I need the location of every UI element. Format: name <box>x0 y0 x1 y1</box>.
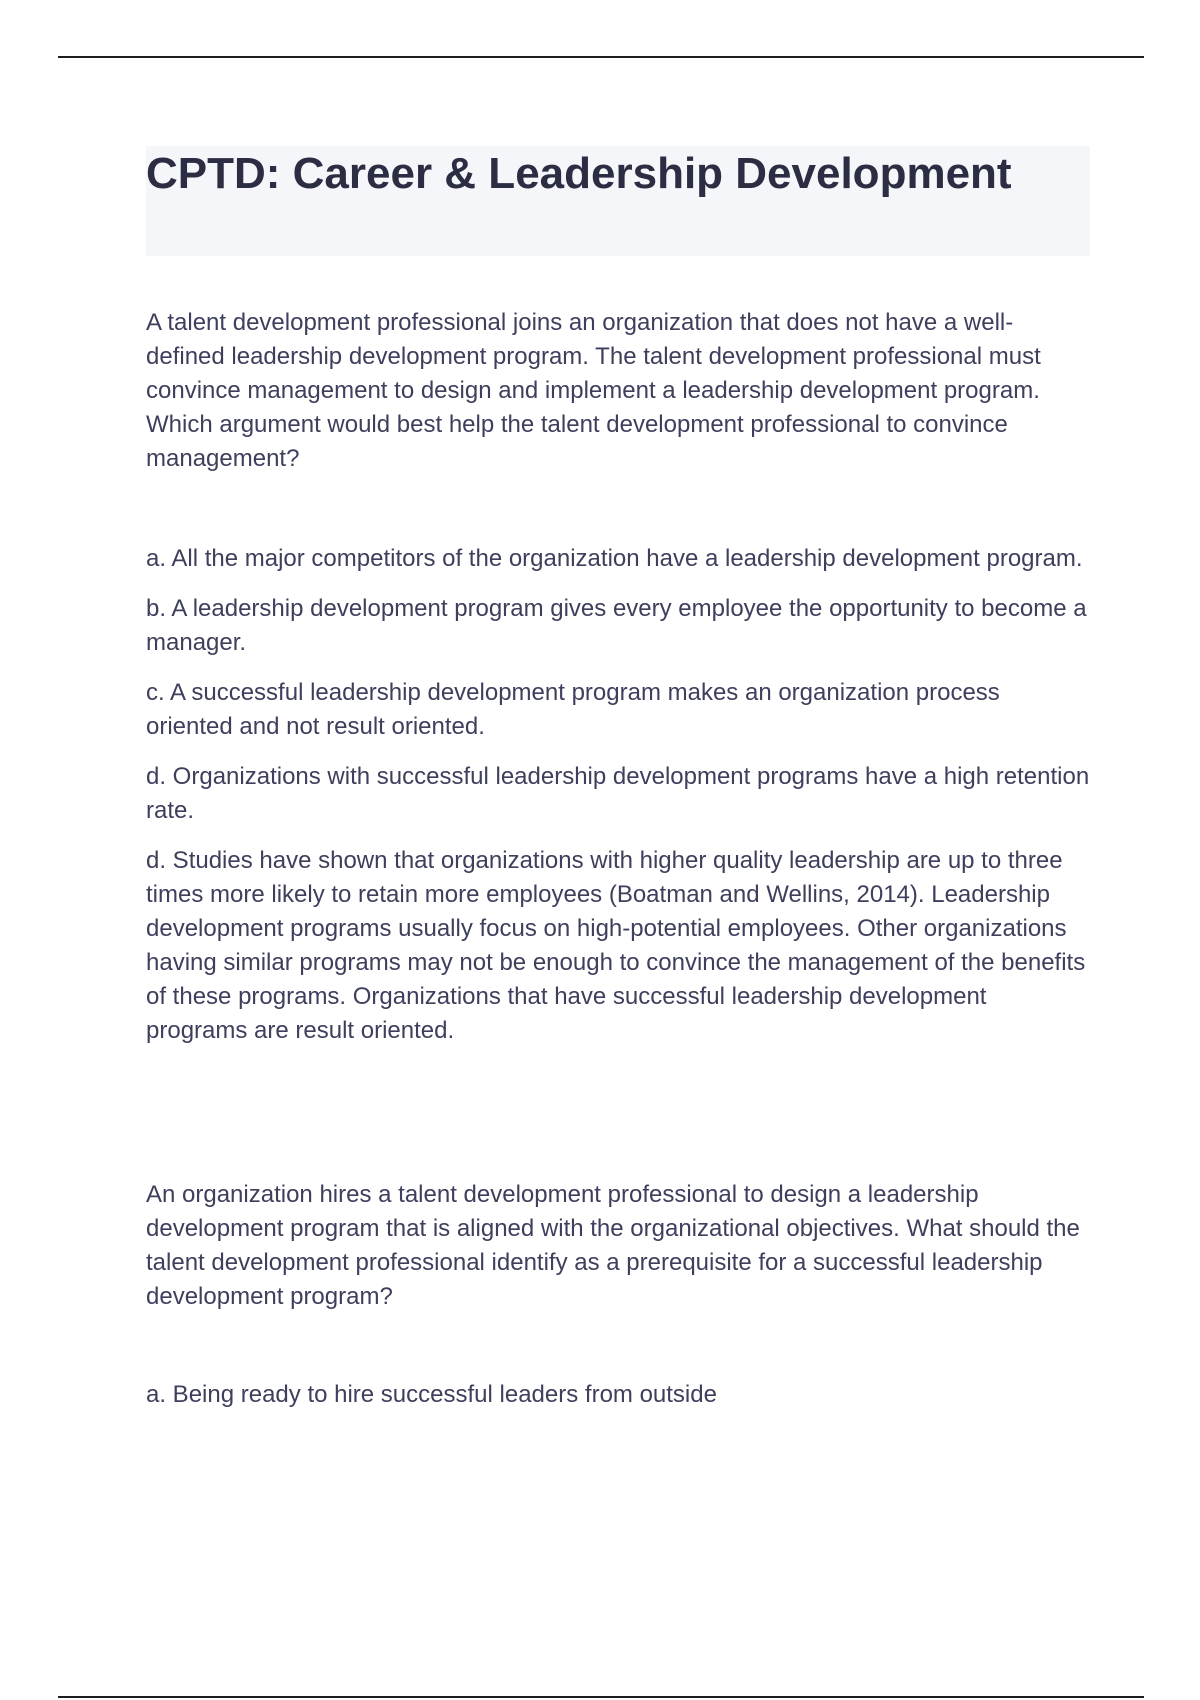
question-2-option-a: a. Being ready to hire successful leaders from outside <box>146 1381 717 1408</box>
question-2-text: An organization hires a talent development professional to design a leadership development program that is aligned with the organizational objectives. What should the talent development professional identify as a prerequisite for a successful leadership development program? <box>146 1181 1080 1310</box>
question-1-options <box>146 542 1090 1048</box>
bottom-rule <box>58 1696 1144 1698</box>
document-body <box>146 146 1090 1428</box>
question-1-option-a: a. All the major competitors of the organization have a leadership development program. <box>146 545 1083 572</box>
top-rule <box>58 56 1144 58</box>
question-1-option-b: b. A leadership development program gives every employee the opportunity to become a manager. <box>146 595 1087 656</box>
question-1-option-d: d. Organizations with successful leadership development programs have a high retention rate. <box>146 763 1090 824</box>
question-1-option-c: c. A successful leadership development program makes an organization process oriented and not result oriented. <box>146 679 1000 740</box>
document-title: CPTD: Career & Leadership Development <box>146 149 1012 198</box>
question-1-text: A talent development professional joins an organization that does not have a well-defined leadership development program. The talent development professional must convince management to design and implement a leadership development program. Which argument would best help the talent development professional to convince management? <box>146 309 1041 472</box>
question-2-options <box>146 1378 1090 1412</box>
title-banner <box>146 146 1090 256</box>
question-1-answer-explanation: d. Studies have shown that organizations with higher quality leadership are up to three times more likely to retain more employees (Boatman and Wellins, 2014). Leadership development programs usually focus on high-potential employees. Other organizations having similar programs may not be enough to convince the management of the benefits of these programs. Organizations that have successful leadership development programs are result oriented. <box>146 847 1086 1044</box>
